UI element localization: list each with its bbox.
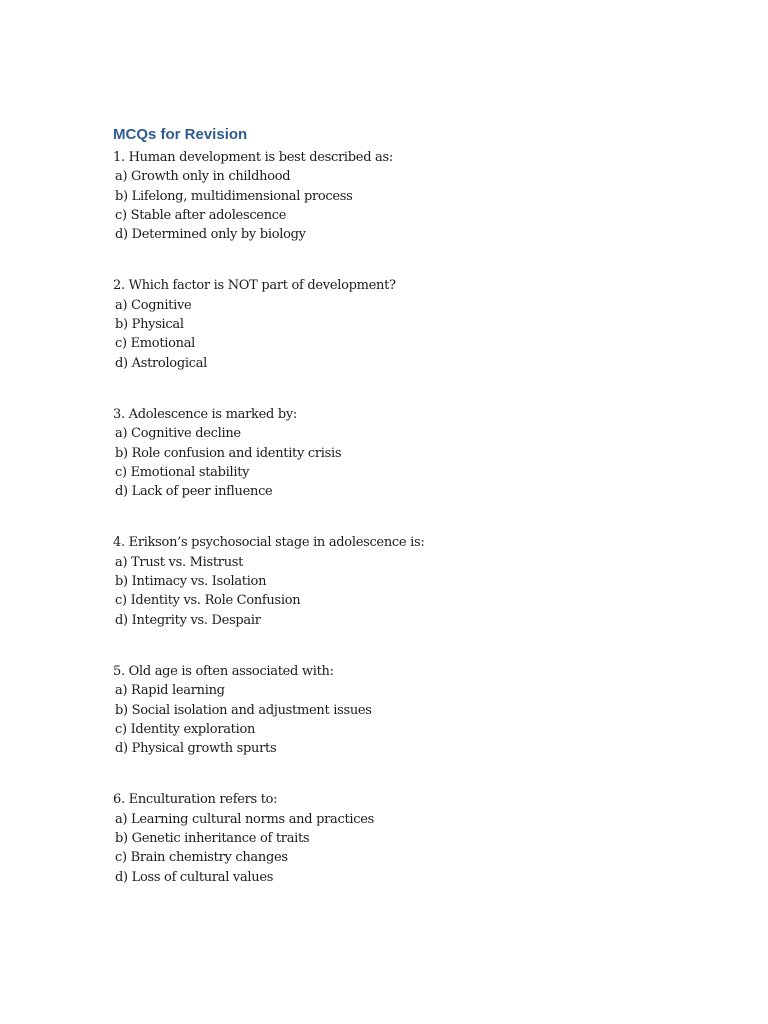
option-d: d) Lack of peer influence (115, 484, 273, 500)
option-c: c) Brain chemistry changes (115, 850, 288, 866)
question-list (113, 148, 673, 887)
option-b: b) Physical (115, 317, 184, 333)
document-content (113, 124, 673, 919)
option-c: c) Identity exploration (115, 721, 256, 737)
question-stem: 3. Adolescence is marked by: (113, 406, 297, 422)
question-stem: 5. Old age is often associated with: (113, 663, 334, 679)
option-a: a) Trust vs. Mistrust (115, 554, 244, 570)
question-stem: 6. Enculturation refers to: (113, 792, 278, 808)
option-a: a) Cognitive (115, 297, 192, 313)
question-stem: 4. Erikson’s psychosocial stage in adolescence is: (113, 535, 425, 551)
question-stem: 2. Which factor is NOT part of development? (113, 278, 396, 294)
question-4 (113, 533, 673, 629)
question-1 (113, 148, 673, 244)
option-d: d) Integrity vs. Despair (115, 612, 261, 628)
option-a: a) Rapid learning (115, 683, 225, 699)
option-b: b) Role confusion and identity crisis (115, 445, 342, 461)
option-d: d) Physical growth spurts (115, 741, 277, 757)
question-6 (113, 790, 673, 886)
option-b: b) Genetic inheritance of traits (115, 831, 310, 847)
option-a: a) Growth only in childhood (115, 169, 291, 185)
question-5 (113, 662, 673, 758)
option-b: b) Intimacy vs. Isolation (115, 574, 267, 590)
option-b: b) Social isolation and adjustment issues (115, 702, 372, 718)
option-c: c) Identity vs. Role Confusion (115, 593, 301, 609)
option-d: d) Loss of cultural values (115, 869, 274, 885)
option-d: d) Astrological (115, 355, 208, 371)
page-title: MCQs for Revision (113, 126, 248, 143)
option-a: a) Learning cultural norms and practices (115, 811, 374, 827)
question-2 (113, 276, 673, 372)
option-c: c) Emotional stability (115, 464, 250, 480)
option-b: b) Lifelong, multidimensional process (115, 188, 353, 204)
option-c: c) Stable after adolescence (115, 207, 287, 223)
option-d: d) Determined only by biology (115, 227, 306, 243)
question-stem: 1. Human development is best described as: (113, 150, 393, 165)
question-3 (113, 405, 673, 501)
option-c: c) Emotional (115, 336, 196, 352)
option-a: a) Cognitive decline (115, 426, 241, 442)
